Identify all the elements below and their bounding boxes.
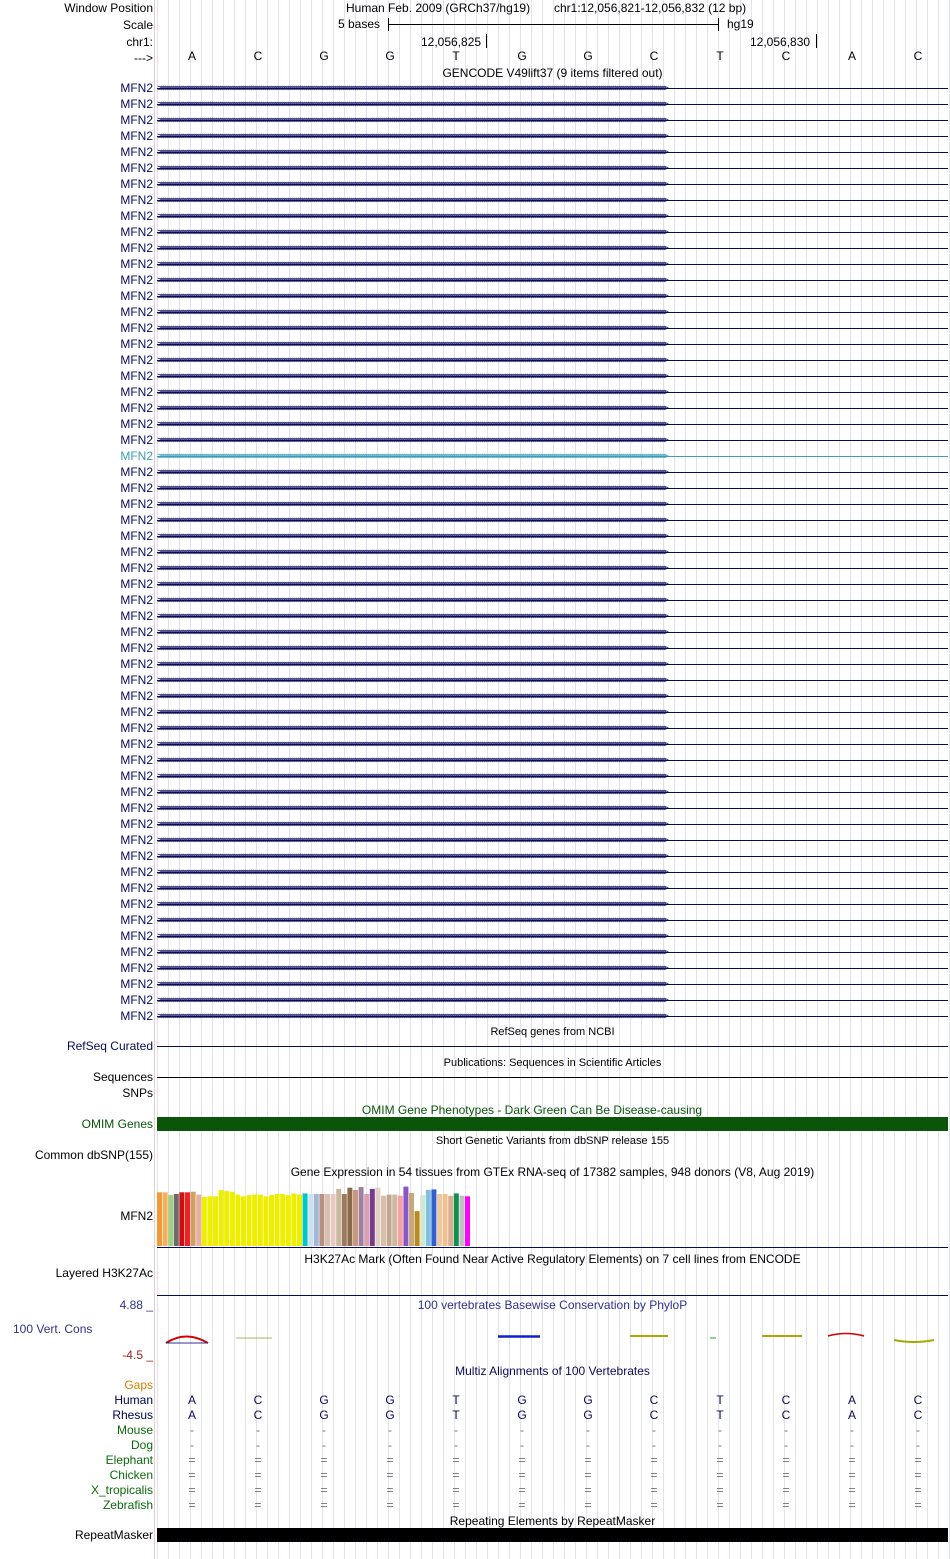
gtex-track-title[interactable]: Gene Expression in 54 tissues from GTEx RNA-seq of 17382 samples, 948 donors (V8, Aug 2019) <box>290 1165 815 1179</box>
repeatmasker-feature-bar[interactable] <box>157 1528 948 1542</box>
multiz-base: T <box>716 1408 724 1422</box>
gencode-gene-label[interactable]: MFN2 <box>120 81 153 95</box>
gencode-strand-arrows: >>>>>>>>>>>>>>>>>>>>>>>>>>>>>>>>>>>>>>>>>>>>>>>>>>>>>>>>>>>>>>>>>>>>>>>>>>>>>>>>>>>>>>>>>>>>>>>>>>>>>>>>>>>>>>>>>>>>>>>>>>>>>>>>>>>>>>>>>>>>>>>>>>>>>>>>>>>>>>>>>>>>>>>>>>>>>>>>>>>>>>>>>>>>>>>>>>>>>>>>>>>>>>>>>>>>>>>>>>>>>>>>>>>>>>>>>>>>>>>>>>>>>>>>>>>>>>>>>>>> <box>157 515 666 525</box>
publications-track-title[interactable]: Publications: Sequences in Scientific Articles <box>443 1057 662 1069</box>
gencode-gene-label[interactable]: MFN2 <box>120 129 153 143</box>
gencode-strand-arrows: >>>>>>>>>>>>>>>>>>>>>>>>>>>>>>>>>>>>>>>>>>>>>>>>>>>>>>>>>>>>>>>>>>>>>>>>>>>>>>>>>>>>>>>>>>>>>>>>>>>>>>>>>>>>>>>>>>>>>>>>>>>>>>>>>>>>>>>>>>>>>>>>>>>>>>>>>>>>>>>>>>>>>>>>>>>>>>>>>>>>>>>>>>>>>>>>>>>>>>>>>>>>>>>>>>>>>>>>>>>>>>>>>>>>>>>>>>>>>>>>>>>>>>>>>>>>>>>>>>>> <box>157 355 666 365</box>
multiz-base: = <box>452 1468 460 1482</box>
multiz-base: - <box>652 1423 656 1437</box>
gencode-gene-label[interactable]: MFN2 <box>120 257 153 271</box>
phylop-mark-a <box>166 1337 208 1344</box>
multiz-base: - <box>190 1423 194 1437</box>
multiz-species-label[interactable]: Rhesus <box>112 1408 153 1422</box>
multiz-base: C <box>913 1408 923 1422</box>
multiz-base: - <box>454 1438 458 1452</box>
multiz-base: A <box>847 1408 856 1422</box>
phylop-mark-g <box>498 1336 540 1337</box>
multiz-base: = <box>914 1483 922 1497</box>
multiz-base: C <box>253 1393 263 1407</box>
multiz-base: - <box>718 1423 722 1437</box>
gencode-strand-arrows: >>>>>>>>>>>>>>>>>>>>>>>>>>>>>>>>>>>>>>>>>>>>>>>>>>>>>>>>>>>>>>>>>>>>>>>>>>>>>>>>>>>>>>>>>>>>>>>>>>>>>>>>>>>>>>>>>>>>>>>>>>>>>>>>>>>>>>>>>>>>>>>>>>>>>>>>>>>>>>>>>>>>>>>>>>>>>>>>>>>>>>>>>>>>>>>>>>>>>>>>>>>>>>>>>>>>>>>>>>>>>>>>>>>>>>>>>>>>>>>>>>>>>>>>>>>>>>>>>>>> <box>157 323 666 333</box>
gencode-strand-arrows: >>>>>>>>>>>>>>>>>>>>>>>>>>>>>>>>>>>>>>>>>>>>>>>>>>>>>>>>>>>>>>>>>>>>>>>>>>>>>>>>>>>>>>>>>>>>>>>>>>>>>>>>>>>>>>>>>>>>>>>>>>>>>>>>>>>>>>>>>>>>>>>>>>>>>>>>>>>>>>>>>>>>>>>>>>>>>>>>>>>>>>>>>>>>>>>>>>>>>>>>>>>>>>>>>>>>>>>>>>>>>>>>>>>>>>>>>>>>>>>>>>>>>>>>>>>>>>>>>>>> <box>157 291 666 301</box>
gencode-strand-arrows: >>>>>>>>>>>>>>>>>>>>>>>>>>>>>>>>>>>>>>>>>>>>>>>>>>>>>>>>>>>>>>>>>>>>>>>>>>>>>>>>>>>>>>>>>>>>>>>>>>>>>>>>>>>>>>>>>>>>>>>>>>>>>>>>>>>>>>>>>>>>>>>>>>>>>>>>>>>>>>>>>>>>>>>>>>>>>>>>>>>>>>>>>>>>>>>>>>>>>>>>>>>>>>>>>>>>>>>>>>>>>>>>>>>>>>>>>>>>>>>>>>>>>>>>>>>>>>>>>>>> <box>157 707 666 717</box>
gencode-strand-arrows: >>>>>>>>>>>>>>>>>>>>>>>>>>>>>>>>>>>>>>>>>>>>>>>>>>>>>>>>>>>>>>>>>>>>>>>>>>>>>>>>>>>>>>>>>>>>>>>>>>>>>>>>>>>>>>>>>>>>>>>>>>>>>>>>>>>>>>>>>>>>>>>>>>>>>>>>>>>>>>>>>>>>>>>>>>>>>>>>>>>>>>>>>>>>>>>>>>>>>>>>>>>>>>>>>>>>>>>>>>>>>>>>>>>>>>>>>>>>>>>>>>>>>>>>>>>>>>>>>>>> <box>157 627 666 637</box>
gencode-strand-arrows: >>>>>>>>>>>>>>>>>>>>>>>>>>>>>>>>>>>>>>>>>>>>>>>>>>>>>>>>>>>>>>>>>>>>>>>>>>>>>>>>>>>>>>>>>>>>>>>>>>>>>>>>>>>>>>>>>>>>>>>>>>>>>>>>>>>>>>>>>>>>>>>>>>>>>>>>>>>>>>>>>>>>>>>>>>>>>>>>>>>>>>>>>>>>>>>>>>>>>>>>>>>>>>>>>>>>>>>>>>>>>>>>>>>>>>>>>>>>>>>>>>>>>>>>>>>>>>>>>>>> <box>157 787 666 797</box>
multiz-base: = <box>914 1468 922 1482</box>
sequence-base: A <box>847 49 856 63</box>
gencode-strand-arrows: >>>>>>>>>>>>>>>>>>>>>>>>>>>>>>>>>>>>>>>>>>>>>>>>>>>>>>>>>>>>>>>>>>>>>>>>>>>>>>>>>>>>>>>>>>>>>>>>>>>>>>>>>>>>>>>>>>>>>>>>>>>>>>>>>>>>>>>>>>>>>>>>>>>>>>>>>>>>>>>>>>>>>>>>>>>>>>>>>>>>>>>>>>>>>>>>>>>>>>>>>>>>>>>>>>>>>>>>>>>>>>>>>>>>>>>>>>>>>>>>>>>>>>>>>>>>>>>>>>>> <box>157 339 666 349</box>
multiz-base: G <box>319 1408 329 1422</box>
multiz-base: = <box>386 1483 394 1497</box>
gencode-gene-label[interactable]: MFN2 <box>120 321 153 335</box>
dbsnp-track-label[interactable]: Common dbSNP(155) <box>34 1148 153 1162</box>
gencode-gene-label[interactable]: MFN2 <box>120 353 153 367</box>
sequence-base: C <box>913 49 923 63</box>
gencode-gene-label[interactable]: MFN2 <box>120 929 153 943</box>
multiz-base: = <box>518 1468 526 1482</box>
gencode-gene-label[interactable]: MFN2 <box>120 529 153 543</box>
gencode-strand-arrows: >>>>>>>>>>>>>>>>>>>>>>>>>>>>>>>>>>>>>>>>>>>>>>>>>>>>>>>>>>>>>>>>>>>>>>>>>>>>>>>>>>>>>>>>>>>>>>>>>>>>>>>>>>>>>>>>>>>>>>>>>>>>>>>>>>>>>>>>>>>>>>>>>>>>>>>>>>>>>>>>>>>>>>>>>>>>>>>>>>>>>>>>>>>>>>>>>>>>>>>>>>>>>>>>>>>>>>>>>>>>>>>>>>>>>>>>>>>>>>>>>>>>>>>>>>>>>>>>>>>> <box>157 755 666 765</box>
multiz-base: = <box>386 1453 394 1467</box>
gencode-strand-arrows: >>>>>>>>>>>>>>>>>>>>>>>>>>>>>>>>>>>>>>>>>>>>>>>>>>>>>>>>>>>>>>>>>>>>>>>>>>>>>>>>>>>>>>>>>>>>>>>>>>>>>>>>>>>>>>>>>>>>>>>>>>>>>>>>>>>>>>>>>>>>>>>>>>>>>>>>>>>>>>>>>>>>>>>>>>>>>>>>>>>>>>>>>>>>>>>>>>>>>>>>>>>>>>>>>>>>>>>>>>>>>>>>>>>>>>>>>>>>>>>>>>>>>>>>>>>>>>>>>>>> <box>157 995 666 1005</box>
multiz-base: = <box>254 1483 262 1497</box>
multiz-track-title[interactable]: Multiz Alignments of 100 Vertebrates <box>455 1364 650 1378</box>
sequence-base: C <box>649 49 659 63</box>
gencode-gene-label[interactable]: MFN2 <box>120 737 153 751</box>
multiz-base: G <box>583 1393 593 1407</box>
multiz-base: - <box>652 1438 656 1452</box>
gencode-gene-label[interactable]: MFN2 <box>120 273 153 287</box>
gencode-gene-label[interactable]: MFN2 <box>120 449 153 463</box>
gencode-gene-label[interactable]: MFN2 <box>120 641 153 655</box>
gencode-gene-label[interactable]: MFN2 <box>120 609 153 623</box>
gencode-gene-label[interactable]: MFN2 <box>120 785 153 799</box>
gencode-strand-arrows: >>>>>>>>>>>>>>>>>>>>>>>>>>>>>>>>>>>>>>>>>>>>>>>>>>>>>>>>>>>>>>>>>>>>>>>>>>>>>>>>>>>>>>>>>>>>>>>>>>>>>>>>>>>>>>>>>>>>>>>>>>>>>>>>>>>>>>>>>>>>>>>>>>>>>>>>>>>>>>>>>>>>>>>>>>>>>>>>>>>>>>>>>>>>>>>>>>>>>>>>>>>>>>>>>>>>>>>>>>>>>>>>>>>>>>>>>>>>>>>>>>>>>>>>>>>>>>>>>>>> <box>157 947 666 957</box>
multiz-base: = <box>650 1453 658 1467</box>
gencode-strand-arrows: >>>>>>>>>>>>>>>>>>>>>>>>>>>>>>>>>>>>>>>>>>>>>>>>>>>>>>>>>>>>>>>>>>>>>>>>>>>>>>>>>>>>>>>>>>>>>>>>>>>>>>>>>>>>>>>>>>>>>>>>>>>>>>>>>>>>>>>>>>>>>>>>>>>>>>>>>>>>>>>>>>>>>>>>>>>>>>>>>>>>>>>>>>>>>>>>>>>>>>>>>>>>>>>>>>>>>>>>>>>>>>>>>>>>>>>>>>>>>>>>>>>>>>>>>>>>>>>>>>>> <box>157 259 666 269</box>
sequence-base: C <box>253 49 263 63</box>
gencode-strand-arrows: >>>>>>>>>>>>>>>>>>>>>>>>>>>>>>>>>>>>>>>>>>>>>>>>>>>>>>>>>>>>>>>>>>>>>>>>>>>>>>>>>>>>>>>>>>>>>>>>>>>>>>>>>>>>>>>>>>>>>>>>>>>>>>>>>>>>>>>>>>>>>>>>>>>>>>>>>>>>>>>>>>>>>>>>>>>>>>>>>>>>>>>>>>>>>>>>>>>>>>>>>>>>>>>>>>>>>>>>>>>>>>>>>>>>>>>>>>>>>>>>>>>>>>>>>>>>>>>>>>>> <box>157 691 666 701</box>
gencode-strand-arrows: >>>>>>>>>>>>>>>>>>>>>>>>>>>>>>>>>>>>>>>>>>>>>>>>>>>>>>>>>>>>>>>>>>>>>>>>>>>>>>>>>>>>>>>>>>>>>>>>>>>>>>>>>>>>>>>>>>>>>>>>>>>>>>>>>>>>>>>>>>>>>>>>>>>>>>>>>>>>>>>>>>>>>>>>>>>>>>>>>>>>>>>>>>>>>>>>>>>>>>>>>>>>>>>>>>>>>>>>>>>>>>>>>>>>>>>>>>>>>>>>>>>>>>>>>>>>>>>>>>>> <box>157 483 666 493</box>
gencode-gene-label[interactable]: MFN2 <box>120 961 153 975</box>
multiz-base: = <box>254 1498 262 1512</box>
multiz-base: A <box>847 1393 856 1407</box>
multiz-base: = <box>254 1453 262 1467</box>
sequence-base: G <box>517 49 527 63</box>
gencode-strand-arrows: >>>>>>>>>>>>>>>>>>>>>>>>>>>>>>>>>>>>>>>>>>>>>>>>>>>>>>>>>>>>>>>>>>>>>>>>>>>>>>>>>>>>>>>>>>>>>>>>>>>>>>>>>>>>>>>>>>>>>>>>>>>>>>>>>>>>>>>>>>>>>>>>>>>>>>>>>>>>>>>>>>>>>>>>>>>>>>>>>>>>>>>>>>>>>>>>>>>>>>>>>>>>>>>>>>>>>>>>>>>>>>>>>>>>>>>>>>>>>>>>>>>>>>>>>>>>>>>>>>>> <box>157 307 666 317</box>
multiz-base: C <box>253 1408 263 1422</box>
gencode-gene-label[interactable]: MFN2 <box>120 145 153 159</box>
gencode-strand-arrows: >>>>>>>>>>>>>>>>>>>>>>>>>>>>>>>>>>>>>>>>>>>>>>>>>>>>>>>>>>>>>>>>>>>>>>>>>>>>>>>>>>>>>>>>>>>>>>>>>>>>>>>>>>>>>>>>>>>>>>>>>>>>>>>>>>>>>>>>>>>>>>>>>>>>>>>>>>>>>>>>>>>>>>>>>>>>>>>>>>>>>>>>>>>>>>>>>>>>>>>>>>>>>>>>>>>>>>>>>>>>>>>>>>>>>>>>>>>>>>>>>>>>>>>>>>>>>>>>>>>> <box>157 979 666 989</box>
gencode-strand-arrows: >>>>>>>>>>>>>>>>>>>>>>>>>>>>>>>>>>>>>>>>>>>>>>>>>>>>>>>>>>>>>>>>>>>>>>>>>>>>>>>>>>>>>>>>>>>>>>>>>>>>>>>>>>>>>>>>>>>>>>>>>>>>>>>>>>>>>>>>>>>>>>>>>>>>>>>>>>>>>>>>>>>>>>>>>>>>>>>>>>>>>>>>>>>>>>>>>>>>>>>>>>>>>>>>>>>>>>>>>>>>>>>>>>>>>>>>>>>>>>>>>>>>>>>>>>>>>>>>>>>> <box>157 883 666 893</box>
multiz-base: G <box>517 1408 527 1422</box>
gencode-strand-arrows: >>>>>>>>>>>>>>>>>>>>>>>>>>>>>>>>>>>>>>>>>>>>>>>>>>>>>>>>>>>>>>>>>>>>>>>>>>>>>>>>>>>>>>>>>>>>>>>>>>>>>>>>>>>>>>>>>>>>>>>>>>>>>>>>>>>>>>>>>>>>>>>>>>>>>>>>>>>>>>>>>>>>>>>>>>>>>>>>>>>>>>>>>>>>>>>>>>>>>>>>>>>>>>>>>>>>>>>>>>>>>>>>>>>>>>>>>>>>>>>>>>>>>>>>>>>>>>>>>>>> <box>157 99 666 109</box>
gencode-strand-arrows: >>>>>>>>>>>>>>>>>>>>>>>>>>>>>>>>>>>>>>>>>>>>>>>>>>>>>>>>>>>>>>>>>>>>>>>>>>>>>>>>>>>>>>>>>>>>>>>>>>>>>>>>>>>>>>>>>>>>>>>>>>>>>>>>>>>>>>>>>>>>>>>>>>>>>>>>>>>>>>>>>>>>>>>>>>>>>>>>>>>>>>>>>>>>>>>>>>>>>>>>>>>>>>>>>>>>>>>>>>>>>>>>>>>>>>>>>>>>>>>>>>>>>>>>>>>>>>>>>>>> <box>157 163 666 173</box>
gencode-strand-arrows: >>>>>>>>>>>>>>>>>>>>>>>>>>>>>>>>>>>>>>>>>>>>>>>>>>>>>>>>>>>>>>>>>>>>>>>>>>>>>>>>>>>>>>>>>>>>>>>>>>>>>>>>>>>>>>>>>>>>>>>>>>>>>>>>>>>>>>>>>>>>>>>>>>>>>>>>>>>>>>>>>>>>>>>>>>>>>>>>>>>>>>>>>>>>>>>>>>>>>>>>>>>>>>>>>>>>>>>>>>>>>>>>>>>>>>>>>>>>>>>>>>>>>>>>>>>>>>>>>>>> <box>157 467 666 477</box>
scale-bases-text: 5 bases <box>338 17 381 31</box>
sequence-base: A <box>187 49 196 63</box>
gencode-strand-arrows: >>>>>>>>>>>>>>>>>>>>>>>>>>>>>>>>>>>>>>>>>>>>>>>>>>>>>>>>>>>>>>>>>>>>>>>>>>>>>>>>>>>>>>>>>>>>>>>>>>>>>>>>>>>>>>>>>>>>>>>>>>>>>>>>>>>>>>>>>>>>>>>>>>>>>>>>>>>>>>>>>>>>>>>>>>>>>>>>>>>>>>>>>>>>>>>>>>>>>>>>>>>>>>>>>>>>>>>>>>>>>>>>>>>>>>>>>>>>>>>>>>>>>>>>>>>>>>>>>>>> <box>157 659 666 669</box>
multiz-base: = <box>254 1468 262 1482</box>
multiz-species-label[interactable]: Chicken <box>109 1468 153 1482</box>
gtex-track-label[interactable]: MFN2 <box>120 1209 153 1223</box>
multiz-base: - <box>388 1423 392 1437</box>
multiz-base: - <box>916 1423 920 1437</box>
multiz-base: G <box>583 1408 593 1422</box>
refseq-track-title[interactable]: RefSeq genes from NCBI <box>490 1026 615 1038</box>
multiz-base: = <box>188 1453 196 1467</box>
multiz-base: = <box>716 1468 724 1482</box>
gencode-strand-arrows: >>>>>>>>>>>>>>>>>>>>>>>>>>>>>>>>>>>>>>>>>>>>>>>>>>>>>>>>>>>>>>>>>>>>>>>>>>>>>>>>>>>>>>>>>>>>>>>>>>>>>>>>>>>>>>>>>>>>>>>>>>>>>>>>>>>>>>>>>>>>>>>>>>>>>>>>>>>>>>>>>>>>>>>>>>>>>>>>>>>>>>>>>>>>>>>>>>>>>>>>>>>>>>>>>>>>>>>>>>>>>>>>>>>>>>>>>>>>>>>>>>>>>>>>>>>>>>>>>>>> <box>157 403 666 413</box>
gencode-gene-label[interactable]: MFN2 <box>120 769 153 783</box>
gencode-gene-label[interactable]: MFN2 <box>120 193 153 207</box>
multiz-base: - <box>190 1438 194 1452</box>
gencode-gene-label[interactable]: MFN2 <box>120 417 153 431</box>
gencode-gene-label[interactable]: MFN2 <box>120 337 153 351</box>
multiz-base: = <box>782 1483 790 1497</box>
phylop-track-label[interactable]: 100 Vert. Cons <box>13 1322 93 1336</box>
gencode-strand-arrows: >>>>>>>>>>>>>>>>>>>>>>>>>>>>>>>>>>>>>>>>>>>>>>>>>>>>>>>>>>>>>>>>>>>>>>>>>>>>>>>>>>>>>>>>>>>>>>>>>>>>>>>>>>>>>>>>>>>>>>>>>>>>>>>>>>>>>>>>>>>>>>>>>>>>>>>>>>>>>>>>>>>>>>>>>>>>>>>>>>>>>>>>>>>>>>>>>>>>>>>>>>>>>>>>>>>>>>>>>>>>>>>>>>>>>>>>>>>>>>>>>>>>>>>>>>>>>>>>>>>> <box>157 211 666 221</box>
gencode-gene-label[interactable]: MFN2 <box>120 849 153 863</box>
multiz-base: = <box>188 1468 196 1482</box>
gencode-gene-label[interactable]: MFN2 <box>120 657 153 671</box>
refseq-track-label[interactable]: RefSeq Curated <box>66 1039 153 1053</box>
multiz-base: = <box>386 1468 394 1482</box>
h3k27ac-track-title[interactable]: H3K27Ac Mark (Often Found Near Active Regulatory Elements) on 7 cell lines from ENCODE <box>304 1252 801 1266</box>
repeatmasker-track-label[interactable]: RepeatMasker <box>74 1528 153 1542</box>
sequence-base: G <box>583 49 593 63</box>
multiz-base: = <box>716 1483 724 1497</box>
multiz-base: T <box>452 1408 460 1422</box>
gencode-gene-label[interactable]: MFN2 <box>120 113 153 127</box>
multiz-base: - <box>784 1438 788 1452</box>
gencode-strand-arrows: >>>>>>>>>>>>>>>>>>>>>>>>>>>>>>>>>>>>>>>>>>>>>>>>>>>>>>>>>>>>>>>>>>>>>>>>>>>>>>>>>>>>>>>>>>>>>>>>>>>>>>>>>>>>>>>>>>>>>>>>>>>>>>>>>>>>>>>>>>>>>>>>>>>>>>>>>>>>>>>>>>>>>>>>>>>>>>>>>>>>>>>>>>>>>>>>>>>>>>>>>>>>>>>>>>>>>>>>>>>>>>>>>>>>>>>>>>>>>>>>>>>>>>>>>>>>>>>>>>>> <box>157 611 666 621</box>
multiz-base: T <box>452 1393 460 1407</box>
gencode-gene-label[interactable]: MFN2 <box>120 897 153 911</box>
multiz-base: = <box>848 1468 856 1482</box>
gencode-strand-arrows: >>>>>>>>>>>>>>>>>>>>>>>>>>>>>>>>>>>>>>>>>>>>>>>>>>>>>>>>>>>>>>>>>>>>>>>>>>>>>>>>>>>>>>>>>>>>>>>>>>>>>>>>>>>>>>>>>>>>>>>>>>>>>>>>>>>>>>>>>>>>>>>>>>>>>>>>>>>>>>>>>>>>>>>>>>>>>>>>>>>>>>>>>>>>>>>>>>>>>>>>>>>>>>>>>>>>>>>>>>>>>>>>>>>>>>>>>>>>>>>>>>>>>>>>>>>>>>>>>>>> <box>157 563 666 573</box>
omim-track-label[interactable]: OMIM Genes <box>81 1117 153 1131</box>
gencode-strand-arrows: >>>>>>>>>>>>>>>>>>>>>>>>>>>>>>>>>>>>>>>>>>>>>>>>>>>>>>>>>>>>>>>>>>>>>>>>>>>>>>>>>>>>>>>>>>>>>>>>>>>>>>>>>>>>>>>>>>>>>>>>>>>>>>>>>>>>>>>>>>>>>>>>>>>>>>>>>>>>>>>>>>>>>>>>>>>>>>>>>>>>>>>>>>>>>>>>>>>>>>>>>>>>>>>>>>>>>>>>>>>>>>>>>>>>>>>>>>>>>>>>>>>>>>>>>>>>>>>>>>>> <box>157 915 666 925</box>
gencode-gene-label[interactable]: MFN2 <box>120 241 153 255</box>
multiz-base: C <box>781 1393 791 1407</box>
multiz-base: G <box>517 1393 527 1407</box>
multiz-base: - <box>586 1438 590 1452</box>
gencode-gene-label[interactable]: MFN2 <box>120 1009 153 1023</box>
position-text[interactable]: chr1:12,056,821-12,056,832 (12 bp) <box>554 1 747 15</box>
gencode-gene-label[interactable]: MFN2 <box>120 977 153 991</box>
gencode-strand-arrows: >>>>>>>>>>>>>>>>>>>>>>>>>>>>>>>>>>>>>>>>>>>>>>>>>>>>>>>>>>>>>>>>>>>>>>>>>>>>>>>>>>>>>>>>>>>>>>>>>>>>>>>>>>>>>>>>>>>>>>>>>>>>>>>>>>>>>>>>>>>>>>>>>>>>>>>>>>>>>>>>>>>>>>>>>>>>>>>>>>>>>>>>>>>>>>>>>>>>>>>>>>>>>>>>>>>>>>>>>>>>>>>>>>>>>>>>>>>>>>>>>>>>>>>>>>>>>>>>>>>> <box>157 131 666 141</box>
gencode-strand-arrows: >>>>>>>>>>>>>>>>>>>>>>>>>>>>>>>>>>>>>>>>>>>>>>>>>>>>>>>>>>>>>>>>>>>>>>>>>>>>>>>>>>>>>>>>>>>>>>>>>>>>>>>>>>>>>>>>>>>>>>>>>>>>>>>>>>>>>>>>>>>>>>>>>>>>>>>>>>>>>>>>>>>>>>>>>>>>>>>>>>>>>>>>>>>>>>>>>>>>>>>>>>>>>>>>>>>>>>>>>>>>>>>>>>>>>>>>>>>>>>>>>>>>>>>>>>>>>>>>>>>> <box>157 435 666 445</box>
gencode-gene-label[interactable]: MFN2 <box>120 465 153 479</box>
gencode-gene-label[interactable]: MFN2 <box>120 833 153 847</box>
gencode-strand-arrows: >>>>>>>>>>>>>>>>>>>>>>>>>>>>>>>>>>>>>>>>>>>>>>>>>>>>>>>>>>>>>>>>>>>>>>>>>>>>>>>>>>>>>>>>>>>>>>>>>>>>>>>>>>>>>>>>>>>>>>>>>>>>>>>>>>>>>>>>>>>>>>>>>>>>>>>>>>>>>>>>>>>>>>>>>>>>>>>>>>>>>>>>>>>>>>>>>>>>>>>>>>>>>>>>>>>>>>>>>>>>>>>>>>>>>>>>>>>>>>>>>>>>>>>>>>>>>>>>>>>> <box>157 531 666 541</box>
multiz-species-label[interactable]: Elephant <box>105 1453 153 1467</box>
multiz-base: - <box>850 1423 854 1437</box>
multiz-base: - <box>718 1438 722 1452</box>
multiz-base: T <box>716 1393 724 1407</box>
multiz-base: - <box>784 1423 788 1437</box>
multiz-base: G <box>385 1408 395 1422</box>
multiz-base: = <box>188 1483 196 1497</box>
gencode-strand-arrows: >>>>>>>>>>>>>>>>>>>>>>>>>>>>>>>>>>>>>>>>>>>>>>>>>>>>>>>>>>>>>>>>>>>>>>>>>>>>>>>>>>>>>>>>>>>>>>>>>>>>>>>>>>>>>>>>>>>>>>>>>>>>>>>>>>>>>>>>>>>>>>>>>>>>>>>>>>>>>>>>>>>>>>>>>>>>>>>>>>>>>>>>>>>>>>>>>>>>>>>>>>>>>>>>>>>>>>>>>>>>>>>>>>>>>>>>>>>>>>>>>>>>>>>>>>>>>>>>>>>> <box>157 371 666 381</box>
gencode-gene-label[interactable]: MFN2 <box>120 593 153 607</box>
gencode-gene-label[interactable]: MFN2 <box>120 545 153 559</box>
gencode-gene-label[interactable]: MFN2 <box>120 289 153 303</box>
gencode-strand-arrows: >>>>>>>>>>>>>>>>>>>>>>>>>>>>>>>>>>>>>>>>>>>>>>>>>>>>>>>>>>>>>>>>>>>>>>>>>>>>>>>>>>>>>>>>>>>>>>>>>>>>>>>>>>>>>>>>>>>>>>>>>>>>>>>>>>>>>>>>>>>>>>>>>>>>>>>>>>>>>>>>>>>>>>>>>>>>>>>>>>>>>>>>>>>>>>>>>>>>>>>>>>>>>>>>>>>>>>>>>>>>>>>>>>>>>>>>>>>>>>>>>>>>>>>>>>>>>>>>>>>> <box>157 451 666 461</box>
multiz-base: - <box>454 1423 458 1437</box>
gencode-gene-label[interactable]: MFN2 <box>120 673 153 687</box>
gencode-gene-label[interactable]: MFN2 <box>120 305 153 319</box>
multiz-base: C <box>913 1393 923 1407</box>
coord-label-2: 12,056,830 <box>750 35 811 49</box>
multiz-base: - <box>388 1438 392 1452</box>
multiz-base: = <box>848 1483 856 1497</box>
gencode-strand-arrows: >>>>>>>>>>>>>>>>>>>>>>>>>>>>>>>>>>>>>>>>>>>>>>>>>>>>>>>>>>>>>>>>>>>>>>>>>>>>>>>>>>>>>>>>>>>>>>>>>>>>>>>>>>>>>>>>>>>>>>>>>>>>>>>>>>>>>>>>>>>>>>>>>>>>>>>>>>>>>>>>>>>>>>>>>>>>>>>>>>>>>>>>>>>>>>>>>>>>>>>>>>>>>>>>>>>>>>>>>>>>>>>>>>>>>>>>>>>>>>>>>>>>>>>>>>>>>>>>>>>> <box>157 931 666 941</box>
gencode-strand-arrows: >>>>>>>>>>>>>>>>>>>>>>>>>>>>>>>>>>>>>>>>>>>>>>>>>>>>>>>>>>>>>>>>>>>>>>>>>>>>>>>>>>>>>>>>>>>>>>>>>>>>>>>>>>>>>>>>>>>>>>>>>>>>>>>>>>>>>>>>>>>>>>>>>>>>>>>>>>>>>>>>>>>>>>>>>>>>>>>>>>>>>>>>>>>>>>>>>>>>>>>>>>>>>>>>>>>>>>>>>>>>>>>>>>>>>>>>>>>>>>>>>>>>>>>>>>>>>>>>>>>> <box>157 147 666 157</box>
multiz-base: = <box>584 1453 592 1467</box>
gencode-strand-arrows: >>>>>>>>>>>>>>>>>>>>>>>>>>>>>>>>>>>>>>>>>>>>>>>>>>>>>>>>>>>>>>>>>>>>>>>>>>>>>>>>>>>>>>>>>>>>>>>>>>>>>>>>>>>>>>>>>>>>>>>>>>>>>>>>>>>>>>>>>>>>>>>>>>>>>>>>>>>>>>>>>>>>>>>>>>>>>>>>>>>>>>>>>>>>>>>>>>>>>>>>>>>>>>>>>>>>>>>>>>>>>>>>>>>>>>>>>>>>>>>>>>>>>>>>>>>>>>>>>>>> <box>157 819 666 829</box>
gencode-gene-label[interactable]: MFN2 <box>120 369 153 383</box>
gencode-strand-arrows: >>>>>>>>>>>>>>>>>>>>>>>>>>>>>>>>>>>>>>>>>>>>>>>>>>>>>>>>>>>>>>>>>>>>>>>>>>>>>>>>>>>>>>>>>>>>>>>>>>>>>>>>>>>>>>>>>>>>>>>>>>>>>>>>>>>>>>>>>>>>>>>>>>>>>>>>>>>>>>>>>>>>>>>>>>>>>>>>>>>>>>>>>>>>>>>>>>>>>>>>>>>>>>>>>>>>>>>>>>>>>>>>>>>>>>>>>>>>>>>>>>>>>>>>>>>>>>>>>>>> <box>157 387 666 397</box>
gencode-gene-label[interactable]: MFN2 <box>120 753 153 767</box>
multiz-species-label[interactable]: Mouse <box>116 1423 153 1437</box>
gencode-gene-label[interactable]: MFN2 <box>120 881 153 895</box>
sequence-base: G <box>319 49 329 63</box>
multiz-base: - <box>586 1423 590 1437</box>
phylop-max-label: 4.88 _ <box>119 1298 153 1312</box>
multiz-base: = <box>914 1498 922 1512</box>
gencode-strand-arrows: >>>>>>>>>>>>>>>>>>>>>>>>>>>>>>>>>>>>>>>>>>>>>>>>>>>>>>>>>>>>>>>>>>>>>>>>>>>>>>>>>>>>>>>>>>>>>>>>>>>>>>>>>>>>>>>>>>>>>>>>>>>>>>>>>>>>>>>>>>>>>>>>>>>>>>>>>>>>>>>>>>>>>>>>>>>>>>>>>>>>>>>>>>>>>>>>>>>>>>>>>>>>>>>>>>>>>>>>>>>>>>>>>>>>>>>>>>>>>>>>>>>>>>>>>>>>>>>>>>>> <box>157 867 666 877</box>
multiz-gaps-label[interactable]: Gaps <box>124 1378 153 1392</box>
gencode-strand-arrows: >>>>>>>>>>>>>>>>>>>>>>>>>>>>>>>>>>>>>>>>>>>>>>>>>>>>>>>>>>>>>>>>>>>>>>>>>>>>>>>>>>>>>>>>>>>>>>>>>>>>>>>>>>>>>>>>>>>>>>>>>>>>>>>>>>>>>>>>>>>>>>>>>>>>>>>>>>>>>>>>>>>>>>>>>>>>>>>>>>>>>>>>>>>>>>>>>>>>>>>>>>>>>>>>>>>>>>>>>>>>>>>>>>>>>>>>>>>>>>>>>>>>>>>>>>>>>>>>>>>> <box>157 227 666 237</box>
gencode-strand-arrows: >>>>>>>>>>>>>>>>>>>>>>>>>>>>>>>>>>>>>>>>>>>>>>>>>>>>>>>>>>>>>>>>>>>>>>>>>>>>>>>>>>>>>>>>>>>>>>>>>>>>>>>>>>>>>>>>>>>>>>>>>>>>>>>>>>>>>>>>>>>>>>>>>>>>>>>>>>>>>>>>>>>>>>>>>>>>>>>>>>>>>>>>>>>>>>>>>>>>>>>>>>>>>>>>>>>>>>>>>>>>>>>>>>>>>>>>>>>>>>>>>>>>>>>>>>>>>>>>>>>> <box>157 675 666 685</box>
multiz-base: = <box>518 1498 526 1512</box>
multiz-base: - <box>256 1423 260 1437</box>
multiz-base: = <box>320 1468 328 1482</box>
multiz-base: = <box>914 1453 922 1467</box>
gencode-strand-arrows: >>>>>>>>>>>>>>>>>>>>>>>>>>>>>>>>>>>>>>>>>>>>>>>>>>>>>>>>>>>>>>>>>>>>>>>>>>>>>>>>>>>>>>>>>>>>>>>>>>>>>>>>>>>>>>>>>>>>>>>>>>>>>>>>>>>>>>>>>>>>>>>>>>>>>>>>>>>>>>>>>>>>>>>>>>>>>>>>>>>>>>>>>>>>>>>>>>>>>>>>>>>>>>>>>>>>>>>>>>>>>>>>>>>>>>>>>>>>>>>>>>>>>>>>>>>>>>>>>>>> <box>157 835 666 845</box>
gencode-strand-arrows: >>>>>>>>>>>>>>>>>>>>>>>>>>>>>>>>>>>>>>>>>>>>>>>>>>>>>>>>>>>>>>>>>>>>>>>>>>>>>>>>>>>>>>>>>>>>>>>>>>>>>>>>>>>>>>>>>>>>>>>>>>>>>>>>>>>>>>>>>>>>>>>>>>>>>>>>>>>>>>>>>>>>>>>>>>>>>>>>>>>>>>>>>>>>>>>>>>>>>>>>>>>>>>>>>>>>>>>>>>>>>>>>>>>>>>>>>>>>>>>>>>>>>>>>>>>>>>>>>>>> <box>157 851 666 861</box>
multiz-base: C <box>781 1408 791 1422</box>
multiz-base: = <box>452 1483 460 1497</box>
gencode-strand-arrows: >>>>>>>>>>>>>>>>>>>>>>>>>>>>>>>>>>>>>>>>>>>>>>>>>>>>>>>>>>>>>>>>>>>>>>>>>>>>>>>>>>>>>>>>>>>>>>>>>>>>>>>>>>>>>>>>>>>>>>>>>>>>>>>>>>>>>>>>>>>>>>>>>>>>>>>>>>>>>>>>>>>>>>>>>>>>>>>>>>>>>>>>>>>>>>>>>>>>>>>>>>>>>>>>>>>>>>>>>>>>>>>>>>>>>>>>>>>>>>>>>>>>>>>>>>>>>>>>>>>> <box>157 643 666 653</box>
multiz-base: = <box>848 1498 856 1512</box>
gencode-gene-label[interactable]: MFN2 <box>120 801 153 815</box>
gencode-gene-label[interactable]: MFN2 <box>120 513 153 527</box>
assembly-text[interactable]: Human Feb. 2009 (GRCh37/hg19) <box>346 1 531 15</box>
multiz-base: A <box>187 1393 196 1407</box>
gencode-gene-label[interactable]: MFN2 <box>120 561 153 575</box>
h3k27ac-track-label[interactable]: Layered H3K27Ac <box>55 1266 153 1280</box>
coord-label-1: 12,056,825 <box>421 35 482 49</box>
multiz-base: - <box>322 1423 326 1437</box>
multiz-base: - <box>520 1438 524 1452</box>
multiz-base: = <box>452 1498 460 1512</box>
gencode-strand-arrows: >>>>>>>>>>>>>>>>>>>>>>>>>>>>>>>>>>>>>>>>>>>>>>>>>>>>>>>>>>>>>>>>>>>>>>>>>>>>>>>>>>>>>>>>>>>>>>>>>>>>>>>>>>>>>>>>>>>>>>>>>>>>>>>>>>>>>>>>>>>>>>>>>>>>>>>>>>>>>>>>>>>>>>>>>>>>>>>>>>>>>>>>>>>>>>>>>>>>>>>>>>>>>>>>>>>>>>>>>>>>>>>>>>>>>>>>>>>>>>>>>>>>>>>>>>>>>>>>>>>> <box>157 499 666 509</box>
multiz-base: = <box>782 1453 790 1467</box>
gencode-gene-label[interactable]: MFN2 <box>120 97 153 111</box>
multiz-base: = <box>452 1453 460 1467</box>
gencode-strand-arrows: >>>>>>>>>>>>>>>>>>>>>>>>>>>>>>>>>>>>>>>>>>>>>>>>>>>>>>>>>>>>>>>>>>>>>>>>>>>>>>>>>>>>>>>>>>>>>>>>>>>>>>>>>>>>>>>>>>>>>>>>>>>>>>>>>>>>>>>>>>>>>>>>>>>>>>>>>>>>>>>>>>>>>>>>>>>>>>>>>>>>>>>>>>>>>>>>>>>>>>>>>>>>>>>>>>>>>>>>>>>>>>>>>>>>>>>>>>>>>>>>>>>>>>>>>>>>>>>>>>>> <box>157 579 666 589</box>
phylop-min-label: -4.5 _ <box>122 1348 153 1362</box>
multiz-base: = <box>518 1453 526 1467</box>
gencode-gene-label[interactable]: MFN2 <box>120 625 153 639</box>
gencode-gene-label[interactable]: MFN2 <box>120 705 153 719</box>
gencode-gene-label[interactable]: MFN2 <box>120 993 153 1007</box>
multiz-base: = <box>320 1483 328 1497</box>
gencode-strand-arrows: >>>>>>>>>>>>>>>>>>>>>>>>>>>>>>>>>>>>>>>>>>>>>>>>>>>>>>>>>>>>>>>>>>>>>>>>>>>>>>>>>>>>>>>>>>>>>>>>>>>>>>>>>>>>>>>>>>>>>>>>>>>>>>>>>>>>>>>>>>>>>>>>>>>>>>>>>>>>>>>>>>>>>>>>>>>>>>>>>>>>>>>>>>>>>>>>>>>>>>>>>>>>>>>>>>>>>>>>>>>>>>>>>>>>>>>>>>>>>>>>>>>>>>>>>>>>>>>>>>>> <box>157 595 666 605</box>
multiz-base: G <box>385 1393 395 1407</box>
gencode-strand-arrows: >>>>>>>>>>>>>>>>>>>>>>>>>>>>>>>>>>>>>>>>>>>>>>>>>>>>>>>>>>>>>>>>>>>>>>>>>>>>>>>>>>>>>>>>>>>>>>>>>>>>>>>>>>>>>>>>>>>>>>>>>>>>>>>>>>>>>>>>>>>>>>>>>>>>>>>>>>>>>>>>>>>>>>>>>>>>>>>>>>>>>>>>>>>>>>>>>>>>>>>>>>>>>>>>>>>>>>>>>>>>>>>>>>>>>>>>>>>>>>>>>>>>>>>>>>>>>>>>>>>> <box>157 179 666 189</box>
gencode-gene-label[interactable]: MFN2 <box>120 177 153 191</box>
gencode-strand-arrows: >>>>>>>>>>>>>>>>>>>>>>>>>>>>>>>>>>>>>>>>>>>>>>>>>>>>>>>>>>>>>>>>>>>>>>>>>>>>>>>>>>>>>>>>>>>>>>>>>>>>>>>>>>>>>>>>>>>>>>>>>>>>>>>>>>>>>>>>>>>>>>>>>>>>>>>>>>>>>>>>>>>>>>>>>>>>>>>>>>>>>>>>>>>>>>>>>>>>>>>>>>>>>>>>>>>>>>>>>>>>>>>>>>>>>>>>>>>>>>>>>>>>>>>>>>>>>>>>>>>> <box>157 195 666 205</box>
sequence-base: T <box>716 49 724 63</box>
multiz-base: - <box>520 1423 524 1437</box>
gencode-gene-label[interactable]: MFN2 <box>120 225 153 239</box>
gencode-gene-label[interactable]: MFN2 <box>120 577 153 591</box>
multiz-base: = <box>386 1498 394 1512</box>
gencode-strand-arrows: >>>>>>>>>>>>>>>>>>>>>>>>>>>>>>>>>>>>>>>>>>>>>>>>>>>>>>>>>>>>>>>>>>>>>>>>>>>>>>>>>>>>>>>>>>>>>>>>>>>>>>>>>>>>>>>>>>>>>>>>>>>>>>>>>>>>>>>>>>>>>>>>>>>>>>>>>>>>>>>>>>>>>>>>>>>>>>>>>>>>>>>>>>>>>>>>>>>>>>>>>>>>>>>>>>>>>>>>>>>>>>>>>>>>>>>>>>>>>>>>>>>>>>>>>>>>>>>>>>>> <box>157 963 666 973</box>
gencode-gene-label[interactable]: MFN2 <box>120 865 153 879</box>
gencode-gene-label[interactable]: MFN2 <box>120 817 153 831</box>
multiz-base: = <box>188 1498 196 1512</box>
gencode-gene-label[interactable]: MFN2 <box>120 689 153 703</box>
multiz-base: = <box>782 1468 790 1482</box>
gencode-strand-arrows: >>>>>>>>>>>>>>>>>>>>>>>>>>>>>>>>>>>>>>>>>>>>>>>>>>>>>>>>>>>>>>>>>>>>>>>>>>>>>>>>>>>>>>>>>>>>>>>>>>>>>>>>>>>>>>>>>>>>>>>>>>>>>>>>>>>>>>>>>>>>>>>>>>>>>>>>>>>>>>>>>>>>>>>>>>>>>>>>>>>>>>>>>>>>>>>>>>>>>>>>>>>>>>>>>>>>>>>>>>>>>>>>>>>>>>>>>>>>>>>>>>>>>>>>>>>>>>>>>>>> <box>157 723 666 733</box>
gencode-strand-arrows: >>>>>>>>>>>>>>>>>>>>>>>>>>>>>>>>>>>>>>>>>>>>>>>>>>>>>>>>>>>>>>>>>>>>>>>>>>>>>>>>>>>>>>>>>>>>>>>>>>>>>>>>>>>>>>>>>>>>>>>>>>>>>>>>>>>>>>>>>>>>>>>>>>>>>>>>>>>>>>>>>>>>>>>>>>>>>>>>>>>>>>>>>>>>>>>>>>>>>>>>>>>>>>>>>>>>>>>>>>>>>>>>>>>>>>>>>>>>>>>>>>>>>>>>>>>>>>>>>>>> <box>157 771 666 781</box>
gencode-strand-arrows: >>>>>>>>>>>>>>>>>>>>>>>>>>>>>>>>>>>>>>>>>>>>>>>>>>>>>>>>>>>>>>>>>>>>>>>>>>>>>>>>>>>>>>>>>>>>>>>>>>>>>>>>>>>>>>>>>>>>>>>>>>>>>>>>>>>>>>>>>>>>>>>>>>>>>>>>>>>>>>>>>>>>>>>>>>>>>>>>>>>>>>>>>>>>>>>>>>>>>>>>>>>>>>>>>>>>>>>>>>>>>>>>>>>>>>>>>>>>>>>>>>>>>>>>>>>>>>>>>>>> <box>157 899 666 909</box>
publications-label-line1[interactable]: Sequences <box>92 1070 153 1084</box>
multiz-base: G <box>319 1393 329 1407</box>
multiz-base: = <box>650 1483 658 1497</box>
multiz-base: = <box>716 1453 724 1467</box>
multiz-base: C <box>649 1393 659 1407</box>
multiz-base: = <box>584 1498 592 1512</box>
multiz-base: - <box>322 1438 326 1452</box>
multiz-species-label[interactable]: Zebrafish <box>102 1498 153 1512</box>
gencode-gene-label[interactable]: MFN2 <box>120 721 153 735</box>
gencode-strand-arrows: >>>>>>>>>>>>>>>>>>>>>>>>>>>>>>>>>>>>>>>>>>>>>>>>>>>>>>>>>>>>>>>>>>>>>>>>>>>>>>>>>>>>>>>>>>>>>>>>>>>>>>>>>>>>>>>>>>>>>>>>>>>>>>>>>>>>>>>>>>>>>>>>>>>>>>>>>>>>>>>>>>>>>>>>>>>>>>>>>>>>>>>>>>>>>>>>>>>>>>>>>>>>>>>>>>>>>>>>>>>>>>>>>>>>>>>>>>>>>>>>>>>>>>>>>>>>>>>>>>>> <box>157 83 666 93</box>
gencode-gene-label[interactable]: MFN2 <box>120 481 153 495</box>
gencode-strand-arrows: >>>>>>>>>>>>>>>>>>>>>>>>>>>>>>>>>>>>>>>>>>>>>>>>>>>>>>>>>>>>>>>>>>>>>>>>>>>>>>>>>>>>>>>>>>>>>>>>>>>>>>>>>>>>>>>>>>>>>>>>>>>>>>>>>>>>>>>>>>>>>>>>>>>>>>>>>>>>>>>>>>>>>>>>>>>>>>>>>>>>>>>>>>>>>>>>>>>>>>>>>>>>>>>>>>>>>>>>>>>>>>>>>>>>>>>>>>>>>>>>>>>>>>>>>>>>>>>>>>>> <box>157 1011 666 1021</box>
gencode-gene-label[interactable]: MFN2 <box>120 913 153 927</box>
gencode-gene-label[interactable]: MFN2 <box>120 945 153 959</box>
multiz-species-label[interactable]: Human <box>114 1393 153 1407</box>
strand-label[interactable]: ---> <box>134 51 153 65</box>
sequence-base: T <box>452 49 460 63</box>
scale-label: Scale <box>122 18 153 32</box>
multiz-base: A <box>187 1408 196 1422</box>
multiz-base: = <box>782 1498 790 1512</box>
gencode-gene-label[interactable]: MFN2 <box>120 161 153 175</box>
multiz-base: = <box>584 1468 592 1482</box>
multiz-base: = <box>650 1498 658 1512</box>
gencode-strand-arrows: >>>>>>>>>>>>>>>>>>>>>>>>>>>>>>>>>>>>>>>>>>>>>>>>>>>>>>>>>>>>>>>>>>>>>>>>>>>>>>>>>>>>>>>>>>>>>>>>>>>>>>>>>>>>>>>>>>>>>>>>>>>>>>>>>>>>>>>>>>>>>>>>>>>>>>>>>>>>>>>>>>>>>>>>>>>>>>>>>>>>>>>>>>>>>>>>>>>>>>>>>>>>>>>>>>>>>>>>>>>>>>>>>>>>>>>>>>>>>>>>>>>>>>>>>>>>>>>>>>>> <box>157 243 666 253</box>
multiz-base: = <box>518 1483 526 1497</box>
multiz-species-label[interactable]: X_tropicalis <box>90 1483 153 1497</box>
multiz-base: = <box>320 1453 328 1467</box>
omim-track-title[interactable]: OMIM Gene Phenotypes - Dark Green Can Be Disease-causing <box>361 1103 703 1117</box>
phylop-mark-c4 <box>894 1340 934 1342</box>
window-position-label: Window Position <box>64 1 153 15</box>
gencode-track-title[interactable]: GENCODE V49lift37 (9 items filtered out) <box>442 66 663 80</box>
gencode-strand-arrows: >>>>>>>>>>>>>>>>>>>>>>>>>>>>>>>>>>>>>>>>>>>>>>>>>>>>>>>>>>>>>>>>>>>>>>>>>>>>>>>>>>>>>>>>>>>>>>>>>>>>>>>>>>>>>>>>>>>>>>>>>>>>>>>>>>>>>>>>>>>>>>>>>>>>>>>>>>>>>>>>>>>>>>>>>>>>>>>>>>>>>>>>>>>>>>>>>>>>>>>>>>>>>>>>>>>>>>>>>>>>>>>>>>>>>>>>>>>>>>>>>>>>>>>>>>>>>>>>>>>> <box>157 547 666 557</box>
multiz-base: = <box>848 1453 856 1467</box>
gencode-gene-label[interactable]: MFN2 <box>120 209 153 223</box>
multiz-base: - <box>850 1438 854 1452</box>
multiz-base: = <box>650 1468 658 1482</box>
gencode-gene-label[interactable]: MFN2 <box>120 433 153 447</box>
multiz-base: - <box>916 1438 920 1452</box>
gencode-gene-label[interactable]: MFN2 <box>120 385 153 399</box>
sequence-base: G <box>385 49 395 63</box>
gencode-strand-arrows: >>>>>>>>>>>>>>>>>>>>>>>>>>>>>>>>>>>>>>>>>>>>>>>>>>>>>>>>>>>>>>>>>>>>>>>>>>>>>>>>>>>>>>>>>>>>>>>>>>>>>>>>>>>>>>>>>>>>>>>>>>>>>>>>>>>>>>>>>>>>>>>>>>>>>>>>>>>>>>>>>>>>>>>>>>>>>>>>>>>>>>>>>>>>>>>>>>>>>>>>>>>>>>>>>>>>>>>>>>>>>>>>>>>>>>>>>>>>>>>>>>>>>>>>>>>>>>>>>>>> <box>157 115 666 125</box>
gencode-strand-arrows: >>>>>>>>>>>>>>>>>>>>>>>>>>>>>>>>>>>>>>>>>>>>>>>>>>>>>>>>>>>>>>>>>>>>>>>>>>>>>>>>>>>>>>>>>>>>>>>>>>>>>>>>>>>>>>>>>>>>>>>>>>>>>>>>>>>>>>>>>>>>>>>>>>>>>>>>>>>>>>>>>>>>>>>>>>>>>>>>>>>>>>>>>>>>>>>>>>>>>>>>>>>>>>>>>>>>>>>>>>>>>>>>>>>>>>>>>>>>>>>>>>>>>>>>>>>>>>>>>>>> <box>157 803 666 813</box>
scale-db-text: hg19 <box>727 17 754 31</box>
gencode-strand-arrows: >>>>>>>>>>>>>>>>>>>>>>>>>>>>>>>>>>>>>>>>>>>>>>>>>>>>>>>>>>>>>>>>>>>>>>>>>>>>>>>>>>>>>>>>>>>>>>>>>>>>>>>>>>>>>>>>>>>>>>>>>>>>>>>>>>>>>>>>>>>>>>>>>>>>>>>>>>>>>>>>>>>>>>>>>>>>>>>>>>>>>>>>>>>>>>>>>>>>>>>>>>>>>>>>>>>>>>>>>>>>>>>>>>>>>>>>>>>>>>>>>>>>>>>>>>>>>>>>>>>> <box>157 275 666 285</box>
phylop-mark-a2 <box>828 1334 864 1337</box>
multiz-base: = <box>584 1483 592 1497</box>
gencode-strand-arrows: >>>>>>>>>>>>>>>>>>>>>>>>>>>>>>>>>>>>>>>>>>>>>>>>>>>>>>>>>>>>>>>>>>>>>>>>>>>>>>>>>>>>>>>>>>>>>>>>>>>>>>>>>>>>>>>>>>>>>>>>>>>>>>>>>>>>>>>>>>>>>>>>>>>>>>>>>>>>>>>>>>>>>>>>>>>>>>>>>>>>>>>>>>>>>>>>>>>>>>>>>>>>>>>>>>>>>>>>>>>>>>>>>>>>>>>>>>>>>>>>>>>>>>>>>>>>>>>>>>>> <box>157 419 666 429</box>
gencode-strand-arrows: >>>>>>>>>>>>>>>>>>>>>>>>>>>>>>>>>>>>>>>>>>>>>>>>>>>>>>>>>>>>>>>>>>>>>>>>>>>>>>>>>>>>>>>>>>>>>>>>>>>>>>>>>>>>>>>>>>>>>>>>>>>>>>>>>>>>>>>>>>>>>>>>>>>>>>>>>>>>>>>>>>>>>>>>>>>>>>>>>>>>>>>>>>>>>>>>>>>>>>>>>>>>>>>>>>>>>>>>>>>>>>>>>>>>>>>>>>>>>>>>>>>>>>>>>>>>>>>>>>>> <box>157 739 666 749</box>
chrom-label: chr1: <box>126 35 153 49</box>
dbsnp-track-title[interactable]: Short Genetic Variants from dbSNP release 155 <box>435 1135 670 1147</box>
multiz-base: = <box>320 1498 328 1512</box>
phylop-track-title[interactable]: 100 vertebrates Basewise Conservation by PhyloP <box>417 1298 688 1312</box>
multiz-species-label[interactable]: Dog <box>130 1438 153 1452</box>
gencode-gene-label[interactable]: MFN2 <box>120 401 153 415</box>
multiz-base: - <box>256 1438 260 1452</box>
gencode-gene-label[interactable]: MFN2 <box>120 497 153 511</box>
repeatmasker-track-title[interactable]: Repeating Elements by RepeatMasker <box>449 1514 656 1528</box>
publications-label-line2[interactable]: SNPs <box>122 1086 153 1100</box>
multiz-base: C <box>649 1408 659 1422</box>
multiz-base: = <box>716 1498 724 1512</box>
sequence-base: C <box>781 49 791 63</box>
